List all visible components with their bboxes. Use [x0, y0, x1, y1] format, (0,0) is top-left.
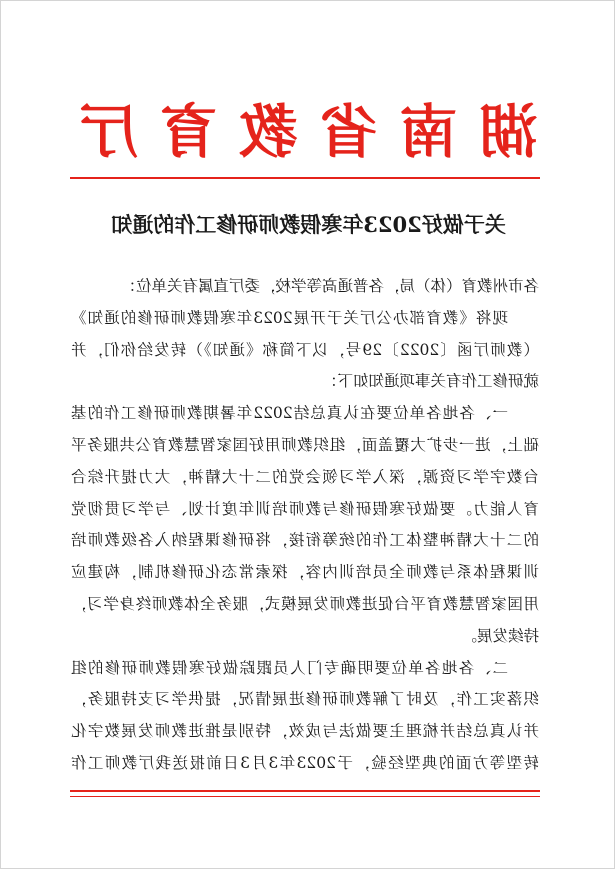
body-line: （教师厅函〔2022〕29号，以下简称《通知》）转发给你们，并 — [71, 340, 539, 359]
body-line: 训课程体系与教师全员培训内容，探索常态化研修机制，构建应 — [71, 563, 539, 582]
body-line: 台数字学习资源，深入学习领会党的二十大精神，大力提升综合 — [71, 467, 539, 486]
document-body — [71, 271, 539, 780]
body-line: 就研修工作有关事项通知如下： — [321, 372, 539, 391]
mirrored-document — [1, 1, 615, 870]
body-line: 育人能力。要做好寒假研修与教师培训年度计划、与学习贯彻党 — [71, 499, 539, 518]
footer-red-rule-thick — [70, 790, 540, 792]
masthead: 湖南省教育厅 — [57, 98, 538, 166]
body-line: 现将《教育部办公厅关于开展2023年寒假教师研修的通知》 — [71, 308, 508, 327]
body-line: 持续发展。 — [461, 626, 539, 645]
body-line: 用国家智慧教育平台促进教师发展模式，服务全体教师终身学习， — [71, 594, 539, 613]
salutation-line: 各市州教育（体）局，各普通高等学校，委厅直属有关单位： — [120, 277, 539, 295]
body-line: 的二十大精神整体工作的统筹衔接，将研修课程纳入各级教师培 — [71, 531, 539, 550]
body-line: 织落实工作，及时了解教师研修进展情况，提供学习支持服务， — [71, 690, 539, 709]
masthead-red-rule — [70, 177, 540, 179]
footer-red-rule-thin — [70, 796, 540, 797]
body-line: 二、各地各单位要明确专门人员跟踪做好寒假教师研修的组 — [71, 658, 508, 677]
body-line: 础上，进一步扩大覆盖面，组织教师用好国家智慧教育公共服务平 — [71, 435, 539, 454]
body-line: 并认真总结并梳理主要做法与成效，特别是推进教师发展数字化 — [71, 722, 539, 741]
body-line: 转型等方面的典型经验，于2023年3月3日前报送我厅教师工作 — [71, 753, 539, 772]
document-title: 关于做好2023年寒假教师研修工作的通知 — [111, 212, 506, 237]
body-line: 一、各地各单位要在认真总结2022年暑期教师研修工作的基 — [71, 404, 508, 423]
